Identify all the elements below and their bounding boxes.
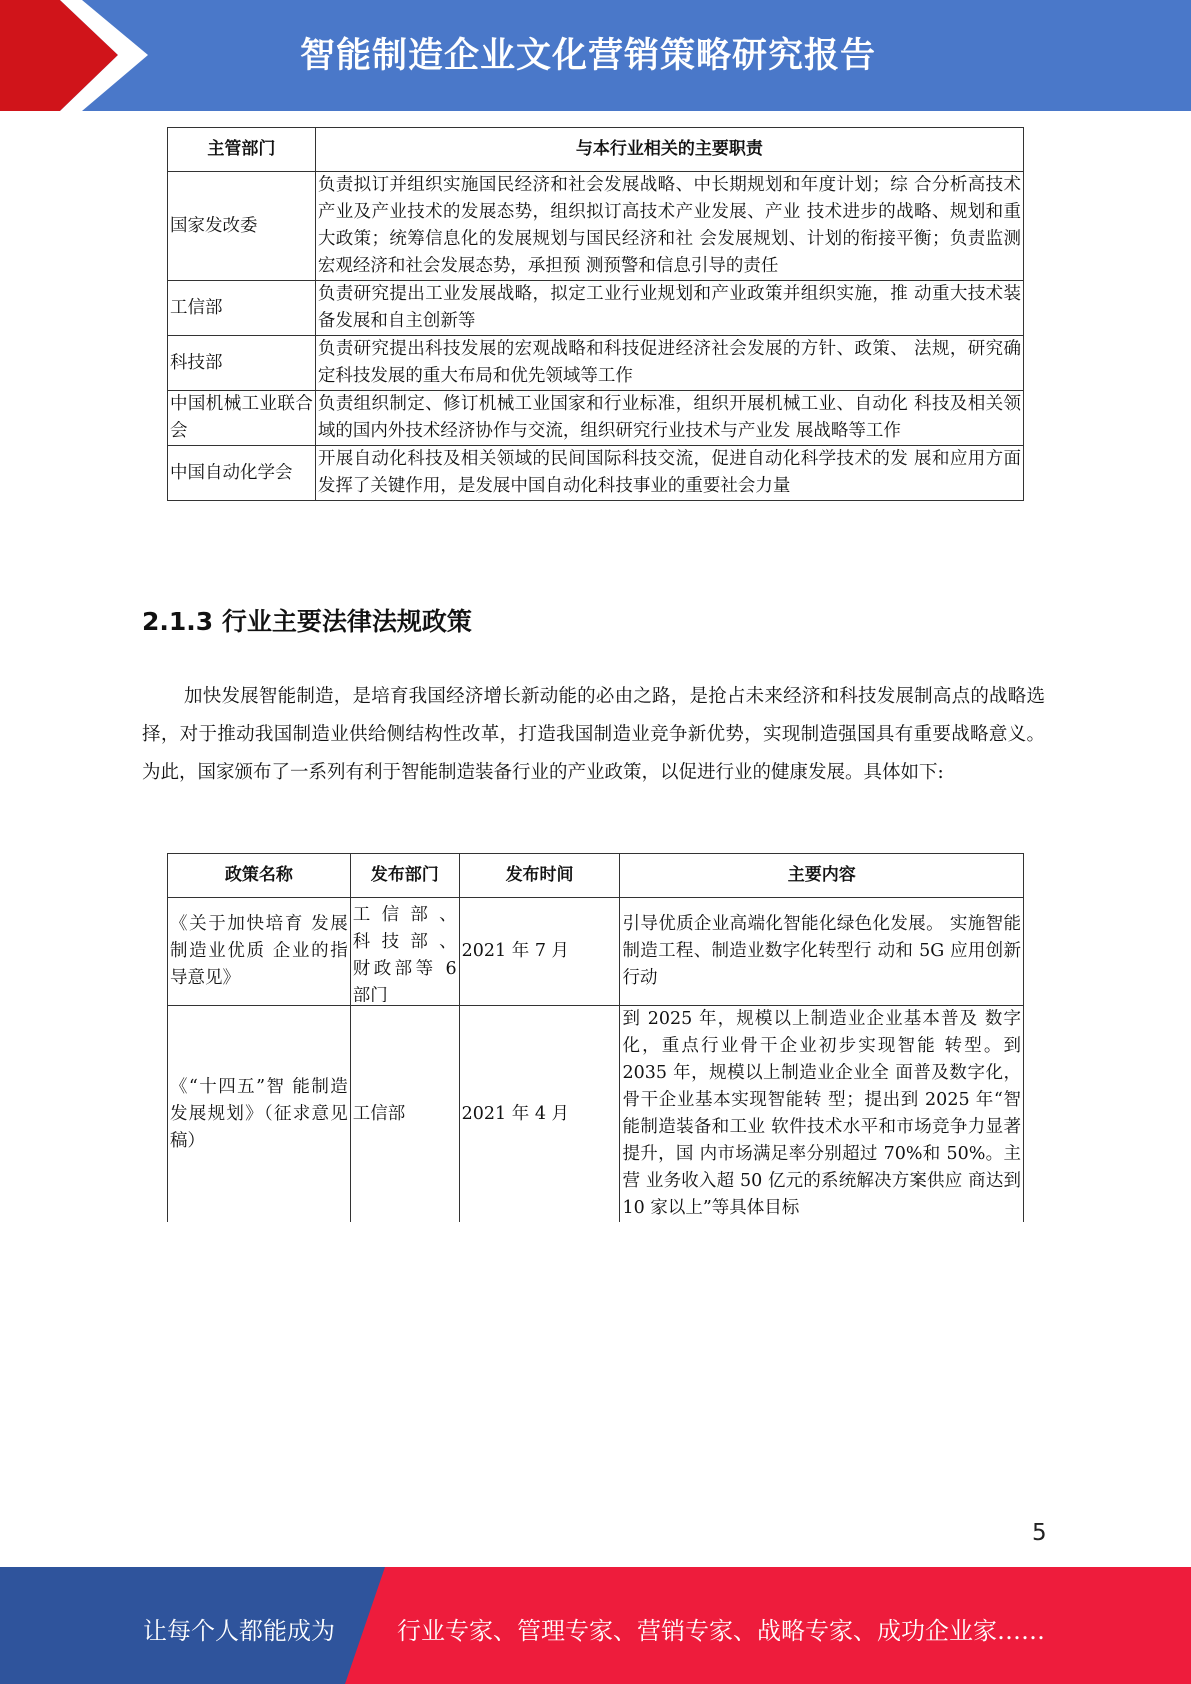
column-header: 与本行业相关的主要职责 [315,128,1023,172]
duty-cell: 负责拟订并组织实施国民经济和社会发展战略、中长期规划和年度计划；综 合分析高技术产业及产业技术的发展态势，组织拟订高技术产业发展、产业 技术进步的战略、规划和重大政策；统筹信息化的发展规划与国民经济和社 会发展规划、计划的衔接平衡；负责监测宏观经济和社会发展态势，承担预 测预警和信息引导的责任 [315,172,1023,281]
table-row [168,1006,1024,1223]
header-chevron-decoration [0,0,160,111]
column-header: 发布部门 [350,854,459,898]
dept-cell: 国家发改委 [168,172,316,281]
page-footer [0,1567,1191,1684]
duty-cell: 负责组织制定、修订机械工业国家和行业标准，组织开展机械工业、自动化 科技及相关领域的国内外技术经济协作与交流，组织研究行业技术与产业发 展战略等工作 [315,391,1023,446]
policy-table [167,853,1024,1222]
section-heading: 2.1.3 行业主要法律法规政策 [142,607,472,636]
date-cell: 2021 年 4 月 [459,1006,620,1223]
duty-cell: 负责研究提出工业发展战略，拟定工业行业规划和产业政策并组织实施，推 动重大技术装备发展和自主创新等 [315,281,1023,336]
policy-name-cell: 《关于加快培育 发展制造业优质 企业的指导意见》 [168,898,351,1006]
publisher-cell [350,898,459,1006]
table-header-row [168,128,1024,172]
regulator-table [167,127,1024,501]
table-row [168,446,1024,501]
report-title: 智能制造企业文化营销策略研究报告 [300,36,877,76]
column-header: 发布时间 [459,854,620,898]
column-header: 主管部门 [168,128,316,172]
column-header: 主要内容 [620,854,1024,898]
dept-cell: 中国自动化学会 [168,446,316,501]
publisher-cell: 工信部 [350,1006,459,1223]
publisher-text: 工 信 部 、 科 技 部 、 财政部等 6 部门 [352,904,457,1002]
table-header-row [168,854,1024,898]
dept-cell: 科技部 [168,336,316,391]
table-row [168,391,1024,446]
footer-slogan-right: 行业专家、管理专家、营销专家、战略专家、成功企业家…… [397,1617,1045,1645]
content-cell: 到 2025 年，规模以上制造业企业基本普及 数字化，重点行业骨干企业初步实现智能 转型。到 2035 年，规模以上制造业企业全 面普及数字化，骨干企业基本实现智能转 型；提出到 2025 年“智能制造装备和工业 软件技术水平和市场竞争力显著提升，国 内市场满足率分别超过 70%和 50%。主营 业务收入超 50 亿元的系统解决方案供应 商达到 10 家以上”等具体目标 [620,1006,1024,1223]
table-row [168,336,1024,391]
duty-cell: 负责研究提出科技发展的宏观战略和科技促进经济社会发展的方针、政策、 法规，研究确定科技发展的重大布局和优先领域等工作 [315,336,1023,391]
table-row [168,898,1024,1006]
dept-cell: 工信部 [168,281,316,336]
column-header: 政策名称 [168,854,351,898]
page-header [0,0,1191,111]
content-cell: 引导优质企业高端化智能化绿色化发展。 实施智能制造工程、制造业数字化转型行 动和 5G 应用创新行动 [620,898,1024,1006]
table-row [168,172,1024,281]
date-cell: 2021 年 7 月 [459,898,620,1006]
policy-name-cell: 《“十四五”智 能制造发展规划》（征求意见稿） [168,1006,351,1223]
body-paragraph: 加快发展智能制造，是培育我国经济增长新动能的必由之路，是抢占未来经济和科技发展制高点的战略选择，对于推动我国制造业供给侧结构性改革，打造我国制造业竞争新优势，实现制造强国具有重要战略意义。为此，国家颁布了一系列有利于智能制造装备行业的产业政策，以促进行业的健康发展。具体如下: [142,686,1045,783]
duty-cell: 开展自动化科技及相关领域的民间国际科技交流，促进自动化科学技术的发 展和应用方面发挥了关键作用，是发展中国自动化科技事业的重要社会力量 [315,446,1023,501]
dept-cell: 中国机械工业联合会 [168,391,316,446]
page-number: 5 [1032,1520,1047,1546]
footer-slogan-left: 让每个人都能成为 [143,1617,335,1645]
table-row [168,281,1024,336]
